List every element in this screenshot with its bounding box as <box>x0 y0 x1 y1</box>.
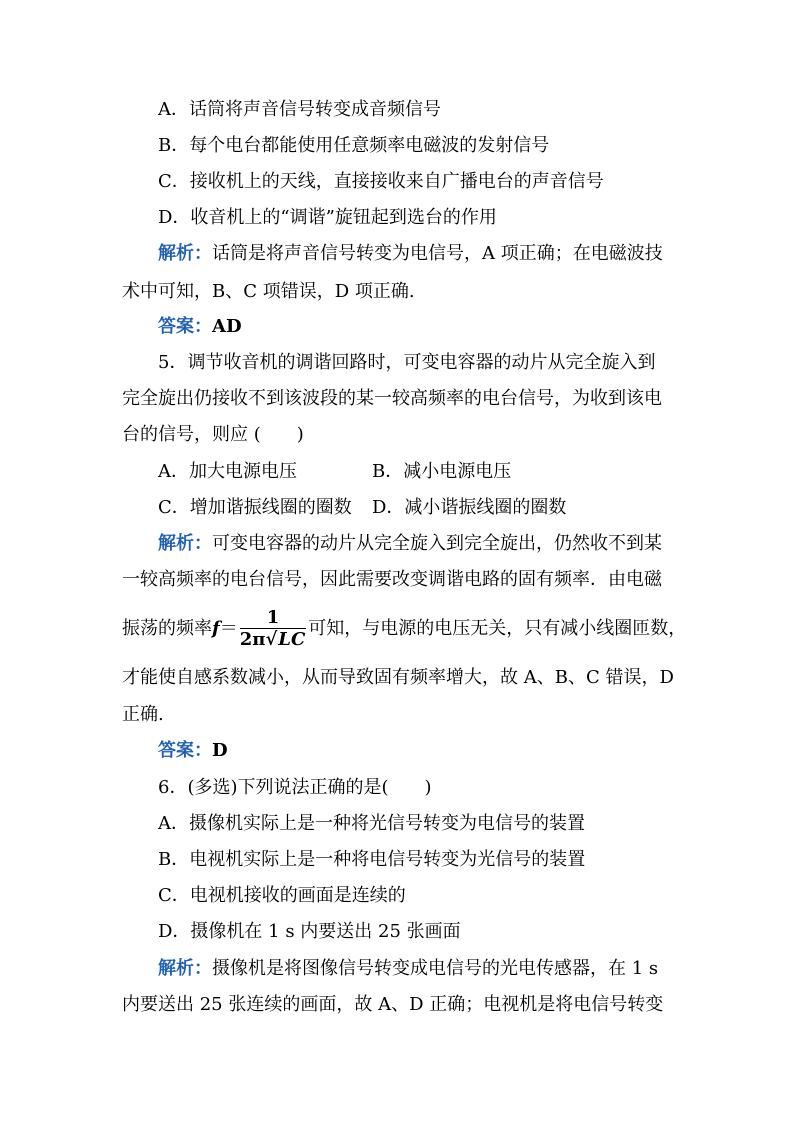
q5-analysis-line-5: 正确. <box>122 704 164 725</box>
q4-option-c: C．接收机上的天线，直接接收来自广播电台的声音信号 <box>158 171 604 192</box>
analysis-text: 话筒是将声音信号转变为电信号，A 项正确；在电磁波技 <box>212 243 663 264</box>
q5-option-a: A．加大电源电压 <box>158 461 297 482</box>
q5-option-c: C．增加谐振线圈的圈数 <box>158 497 352 518</box>
label-colon: ： <box>194 740 212 761</box>
q6-option-b: B．电视机实际上是一种将电信号转变为光信号的装置 <box>158 849 586 870</box>
formula-denominator <box>240 629 307 651</box>
q4-answer <box>158 315 242 339</box>
q5-analysis-line-4: 才能使自感系数减小，从而导致固有频率增大，故 A、B、C 错误，D <box>122 667 674 688</box>
answer-label: 答案 <box>158 740 194 761</box>
q5-options-row-1 <box>158 460 297 484</box>
q6-option-c: C．电视机接收的画面是连续的 <box>158 885 406 906</box>
analysis-text: 可知，与电源的电压无关，只有减小线圈匝数， <box>308 618 687 639</box>
q5-stem-line-1: 5．调节收音机的调谐回路时，可变电容器的动片从完全旋入到 <box>158 352 656 373</box>
q5-answer <box>158 739 228 763</box>
label-colon: ： <box>194 958 212 979</box>
q5-option-d: D．减小谐振线圈的圈数 <box>372 497 567 518</box>
q5-analysis-line-1 <box>158 532 662 556</box>
formula-radicand: LC <box>278 628 306 650</box>
analysis-label: 解析 <box>158 533 194 554</box>
answer-label: 答案 <box>158 316 194 337</box>
q4-analysis-line-1 <box>158 242 663 266</box>
q5-option-b: B．减小电源电压 <box>372 461 512 482</box>
q6-option-d: D．摄像机在 1 s 内要送出 25 张画面 <box>158 921 461 942</box>
q4-option-a: A．话筒将声音信号转变成音频信号 <box>158 99 441 120</box>
analysis-text: 振荡的频率 <box>122 618 212 639</box>
q5-analysis-line-3 <box>122 606 686 652</box>
analysis-label: 解析 <box>158 958 194 979</box>
formula-two-pi: 2π <box>239 628 266 650</box>
q6-stem: 6．(多选)下列说法正确的是( ) <box>158 777 432 798</box>
analysis-text: 摄像机是将图像信号转变成电信号的光电传感器，在 1 s <box>212 958 659 979</box>
sqrt-sign: √ <box>265 628 278 650</box>
formula-numerator: 1 <box>240 608 307 629</box>
label-colon: ： <box>194 243 212 264</box>
q5-analysis-line-2: 一较高频率的电台信号，因此需要改变调谐电路的固有频率．由电磁 <box>122 569 662 590</box>
formula-lhs: f <box>212 618 220 639</box>
q4-option-b: B．每个电台都能使用任意频率电磁波的发射信号 <box>158 135 550 156</box>
q4-option-d: D．收音机上的“调谐”旋钮起到选台的作用 <box>158 207 497 228</box>
label-colon: ： <box>194 533 212 554</box>
q4-analysis-line-2: 术中可知，B、C 项错误，D 项正确. <box>122 281 415 302</box>
answer-value: D <box>212 740 228 761</box>
label-colon: ： <box>194 316 212 337</box>
analysis-label: 解析 <box>158 243 194 264</box>
q6-analysis-line-2: 内要送出 25 张连续的画面，故 A、D 正确；电视机是将电信号转变 <box>122 994 664 1015</box>
q5-stem-line-3: 台的信号，则应 ( ) <box>122 424 304 445</box>
q6-option-a: A．摄像机实际上是一种将光信号转变为电信号的装置 <box>158 813 585 834</box>
q6-analysis-line-1 <box>158 957 658 981</box>
answer-value: AD <box>212 316 242 337</box>
formula-equals: ＝ <box>219 618 238 639</box>
analysis-text: 可变电容器的动片从完全旋入到完全旋出，仍然收不到某 <box>212 533 662 554</box>
frequency-formula <box>240 608 307 651</box>
q5-stem-line-2: 完全旋出仍接收不到该波段的某一较高频率的电台信号，为收到该电 <box>122 388 662 409</box>
